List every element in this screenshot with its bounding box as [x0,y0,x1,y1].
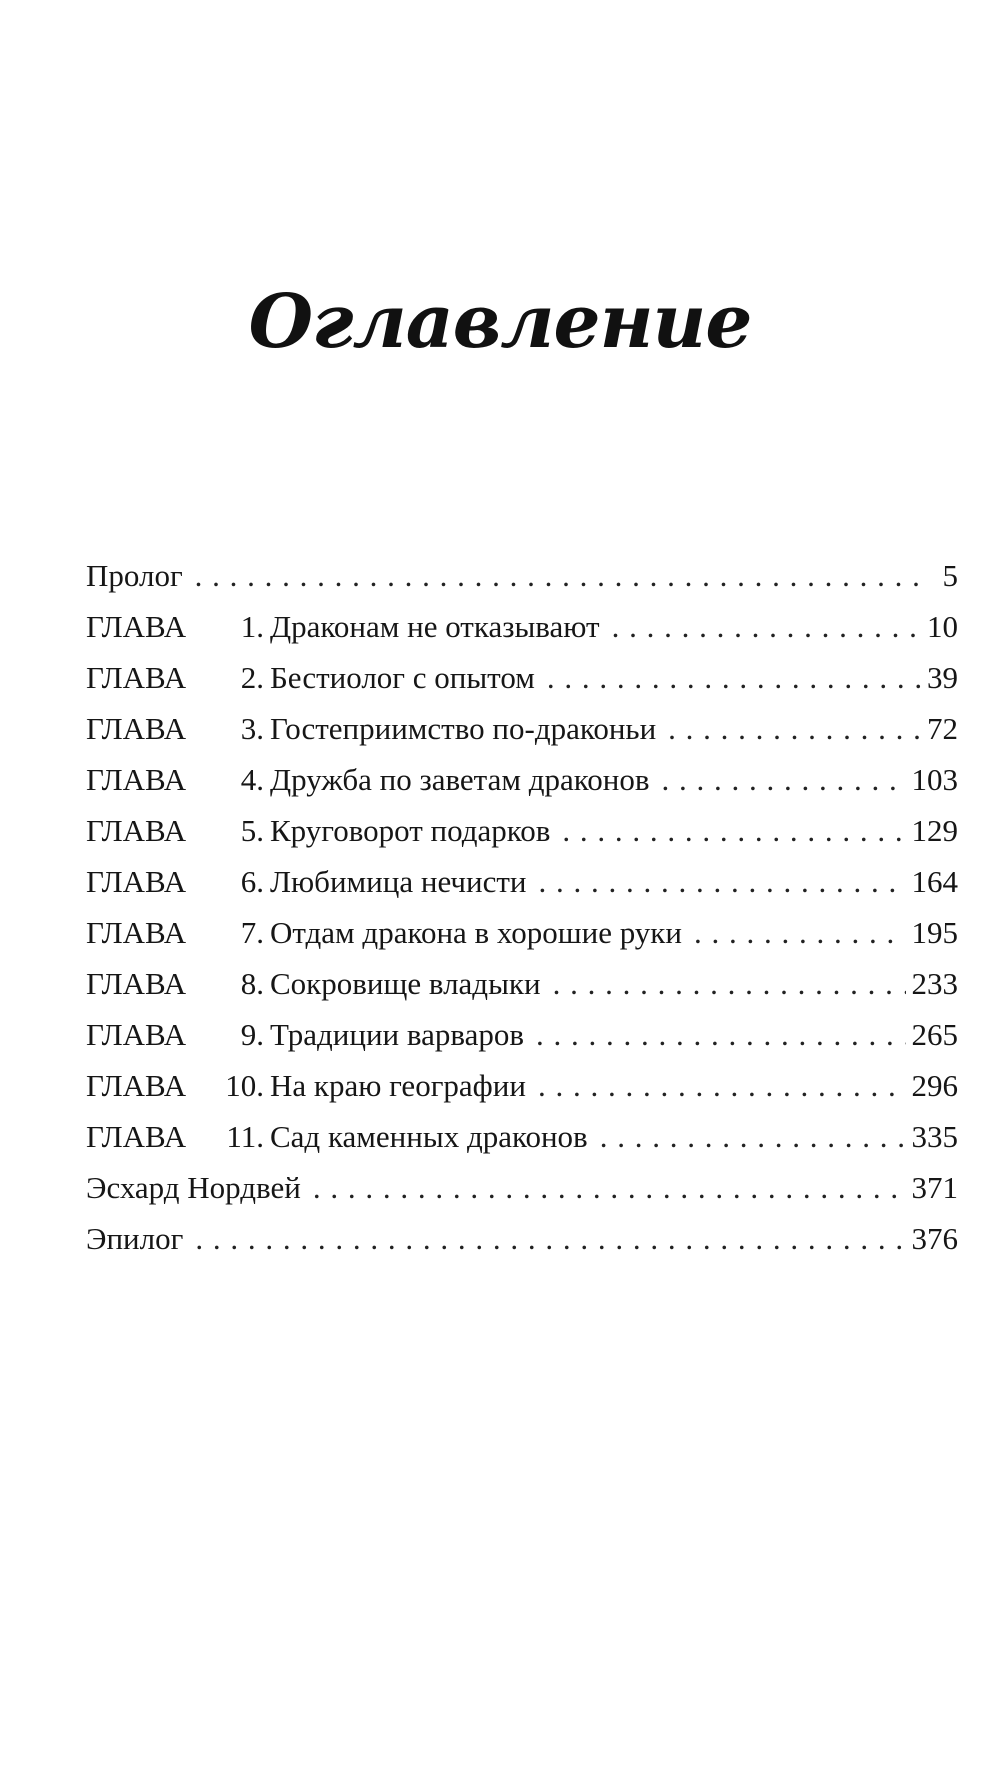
dot-leader [547,652,921,703]
toc-entry-label: ГЛАВА [86,915,187,950]
toc-entry-title: Любимица нечисти [270,864,527,899]
dot-leader [600,1111,906,1162]
toc-entry-number: 10. [225,1068,264,1103]
dot-leader [661,754,905,805]
toc-entry-label: ГЛАВА [86,762,187,797]
toc-entry-page: 129 [911,813,958,848]
toc-entry-prologue[interactable] [86,550,958,601]
toc-entry-label: ГЛАВА [86,966,187,1001]
toc-entry-chapter-8[interactable] [86,958,958,1009]
toc-entry-label: ГЛАВА [86,1017,187,1052]
toc-entry-number: 11. [226,1119,264,1154]
toc-entry-title: Бестиолог с опытом [270,660,535,695]
toc-entry-head [86,1162,301,1213]
toc-entry-head [86,958,541,1009]
toc-entry-page: 10 [927,609,958,644]
toc-entry-epilogue[interactable] [86,1213,958,1264]
toc-entry-chapter-9[interactable] [86,1009,958,1060]
toc-entry-label: ГЛАВА [86,609,187,644]
toc-entry-chapter-6[interactable] [86,856,958,907]
toc-entry-title: Отдам дракона в хорошие руки [270,915,682,950]
toc-entry-number: 6. [240,864,264,899]
toc-entry-head [86,1009,524,1060]
toc-entry-page: 265 [911,1017,958,1052]
toc-entry-chapter-2[interactable] [86,652,958,703]
toc-entry-head [86,550,183,601]
toc-entry-title: Гостеприимство по-драконьи [270,711,657,746]
toc-entry-head [86,1213,183,1264]
toc-entry-number: 1. [240,609,264,644]
dot-leader [694,907,906,958]
toc-entry-page: 103 [911,762,958,797]
toc-entry-chapter-3[interactable] [86,703,958,754]
toc-entry-title: Сад каменных драконов [270,1119,588,1154]
toc-entry-number: 7. [240,915,264,950]
toc-entry-chapter-7[interactable] [86,907,958,958]
toc-entry-number: 5. [240,813,264,848]
toc-entry-title: Пролог [86,558,183,593]
toc-entry-title: Сокровище владыки [270,966,541,1001]
toc-entry-chapter-4[interactable] [86,754,958,805]
toc-entry-page: 195 [911,915,958,950]
dot-leader [612,601,921,652]
toc-entry-title: Драконам не отказывают [270,609,600,644]
toc-entry-head [86,805,550,856]
toc-entry-number: 4. [240,762,264,797]
toc-entry-title: Эпилог [86,1221,184,1256]
toc-entry-label: ГЛАВА [86,813,187,848]
toc-entry-chapter-1[interactable] [86,601,958,652]
toc-entry-head [86,1060,526,1111]
toc-entry-page: 376 [911,1221,958,1256]
dot-leader [562,805,905,856]
toc-entry-label: ГЛАВА [86,864,187,899]
dot-leader [539,856,906,907]
toc-entry-number: 9. [240,1017,264,1052]
toc-entry-page: 296 [911,1068,958,1103]
toc-entry-page: 72 [927,711,958,746]
dot-leader [313,1162,906,1213]
toc-entry-number: 8. [240,966,264,1001]
dot-leader [538,1060,906,1111]
dot-leader [195,1213,905,1264]
toc-entry-chapter-5[interactable] [86,805,958,856]
toc-entry-label: ГЛАВА [86,1119,187,1154]
toc-entry-label: ГЛАВА [86,1068,187,1103]
toc-entry-title: Дружба по заветам драконов [270,762,650,797]
toc-entry-number: 2. [240,660,264,695]
toc-entry-head [86,652,535,703]
toc-entry-label: ГЛАВА [86,660,187,695]
toc-entry-page: 5 [942,558,958,593]
toc-entry-head [86,601,600,652]
toc-entry-page: 371 [911,1170,958,1205]
toc-entry-head [86,856,527,907]
dot-leader [195,550,922,601]
toc-entry-eskhard-nordvey[interactable] [86,1162,958,1213]
toc-entry-chapter-10[interactable] [86,1060,958,1111]
toc-entry-page: 164 [911,864,958,899]
toc-entry-head [86,754,649,805]
toc-entry-head [86,703,656,754]
page-title: Оглавление [248,278,752,365]
table-of-contents [86,550,958,1264]
toc-entry-title: На краю географии [270,1068,526,1103]
toc-entry-page: 335 [911,1119,958,1154]
toc-entry-label: ГЛАВА [86,711,187,746]
toc-entry-number: 3. [240,711,264,746]
toc-entry-head [86,907,682,958]
toc-entry-page: 233 [911,966,958,1001]
dot-leader [536,1009,905,1060]
toc-entry-title: Круговорот подарков [270,813,551,848]
toc-entry-title: Эсхард Нордвей [86,1170,301,1205]
toc-entry-chapter-11[interactable] [86,1111,958,1162]
dot-leader [668,703,921,754]
dot-leader [553,958,906,1009]
toc-entry-head [86,1111,588,1162]
toc-entry-page: 39 [927,660,958,695]
toc-entry-title: Традиции варваров [270,1017,525,1052]
